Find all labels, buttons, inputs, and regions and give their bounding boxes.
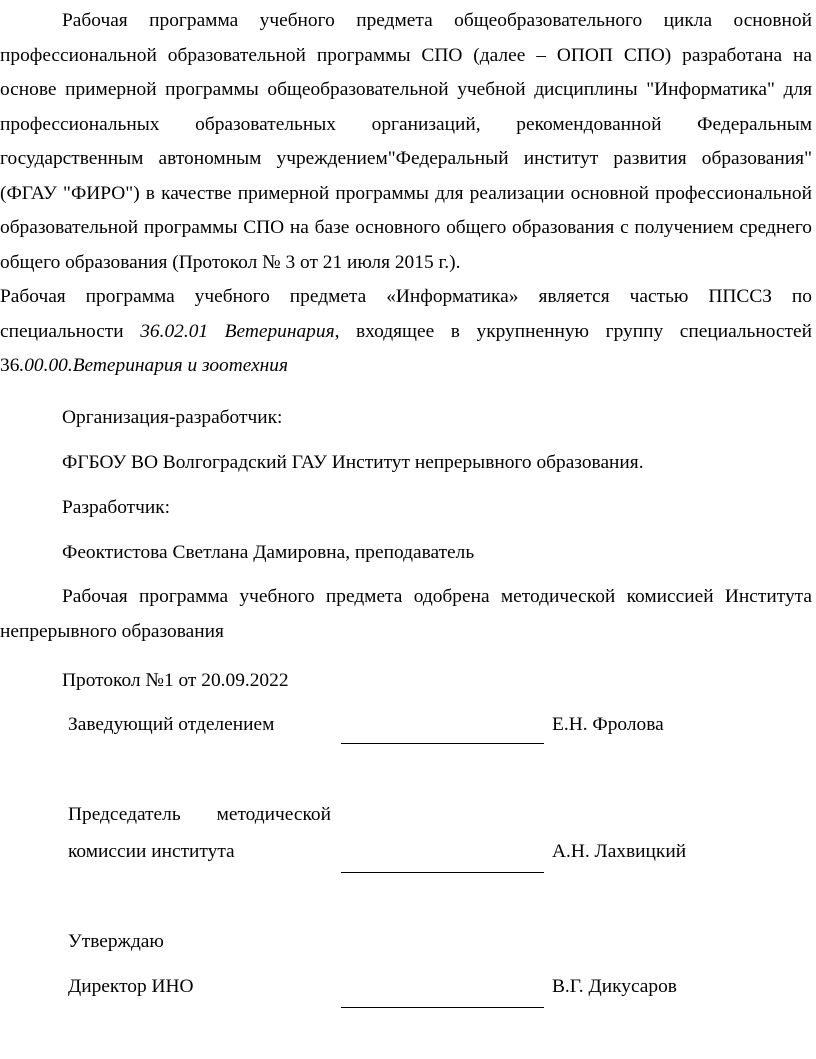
chair-label-word1: Председатель [68,804,181,825]
specialty-code: 36.02.01 Ветеринария [140,320,335,342]
specialty-text-part1: Рабочая программа учебного предмета «Информатика» является частью ППССЗ по специальности [0,286,812,342]
specialty-text-part2: , входящее в укрупненную группу специальностей 36 [0,320,812,376]
developer-name: Феоктистова Светлана Дамировна, преподаватель [62,542,475,563]
chair-name: А.Н. Лахвицкий [552,841,687,862]
organization-name: ФГБОУ ВО Волгоградский ГАУ Институт непрерывного образования. [62,452,644,473]
organization-label: Организация-разработчик: [62,407,283,428]
chair-label-word2: методической [216,804,331,825]
head-of-department-label: Заведующий отделением [68,714,275,735]
director-name: В.Г. Дикусаров [552,976,677,997]
head-of-department-name: Е.Н. Фролова [552,714,664,735]
protocol-line: Протокол №1 от 20.09.2022 [62,670,289,691]
signature-line-head [341,743,544,744]
specialty-paragraph [0,280,812,384]
signature-line-director [341,1007,544,1008]
signature-line-chair [341,872,544,873]
developer-label: Разработчик: [62,497,171,518]
specialty-group: .00.00.Ветеринария и зоотехния [19,355,289,376]
chair-label-line2: комиссии института [68,841,235,862]
chair-label-line1 [68,803,331,827]
approve-label: Утверждаю [68,931,164,952]
approval-paragraph: Рабочая программа учебного предмета одобрена методической комиссией Института непрерывного образования [0,586,812,642]
intro-paragraph: Рабочая программа учебного предмета общеобразовательного цикла основной профессиональной образовательной программы СПО (далее – ОПОП СПО) разработана на основе примерной программы общеобразовательной учебной дисциплины "Информатика" для профессиональных образовательных организаций, рекомендованной Федеральным государственным автономным учреждением"Федеральный институт развития образования" (ФГАУ "ФИРО") в качестве примерной программы для реализации основной профессиональной образовательной программы СПО на базе основного общего образования с получением среднего общего образования (Протокол № 3 от 21 июля 2015 г.). [0,10,812,273]
director-label: Директор ИНО [68,976,194,997]
